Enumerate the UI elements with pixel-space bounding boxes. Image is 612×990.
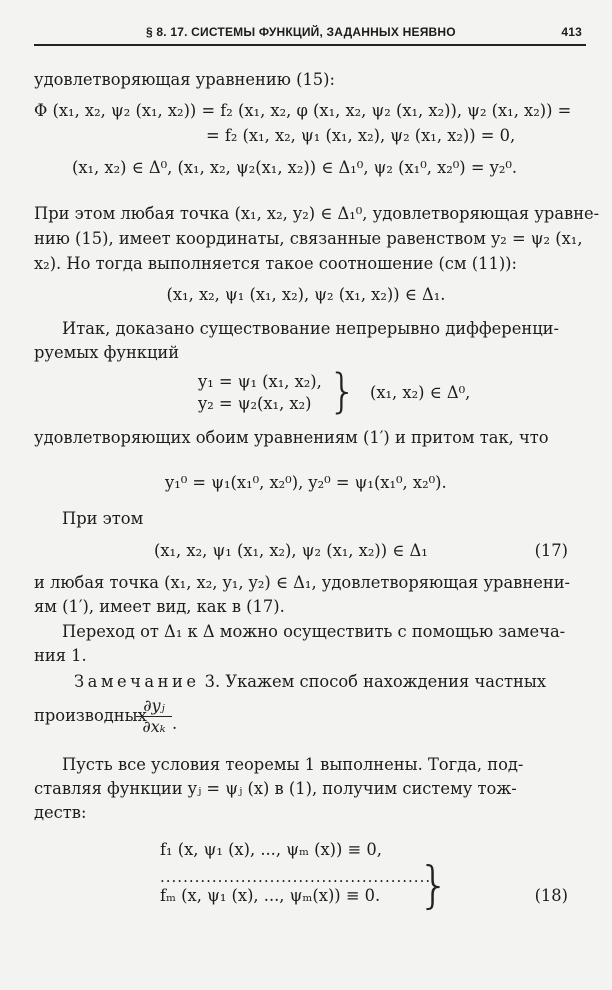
text-line: ставляя функции yⱼ = ψⱼ (x) в (1), получим систему тож-: [34, 779, 517, 798]
remark-line: [74, 672, 546, 692]
equation-line: fₘ (x, ψ₁ (x), ..., ψₘ(x)) ≡ 0.: [160, 886, 381, 905]
text-line: При этом: [62, 509, 144, 528]
ellipsis-row: ...............................................: [160, 868, 432, 886]
text-line: и любая точка (x₁, x₂, y₁, y₂) ∈ Δ₁, удовлетворяющая уравнени-: [34, 573, 571, 592]
equation-line: (x₁, x₂, ψ₁ (x₁, x₂), ψ₂ (x₁, x₂)) ∈ Δ₁.: [166, 285, 446, 304]
equation-line: (x₁, x₂) ∈ Δ⁰,: [370, 383, 471, 402]
equation-line: y₂ = ψ₂(x₁, x₂): [198, 394, 312, 413]
equation-number: (17): [534, 541, 568, 560]
equation-line: y₁⁰ = ψ₁(x₁⁰, x₂⁰), y₂⁰ = ψ₁(x₁⁰, x₂⁰).: [165, 473, 447, 492]
equation-number: (18): [534, 886, 568, 905]
equation-line: Φ (x₁, x₂, ψ₂ (x₁, x₂)) = f₂ (x₁, x₂, φ (x₁, x₂, ψ₂ (x₁, x₂)), ψ₂ (x₁, x₂)) =: [34, 101, 572, 120]
period: .: [172, 714, 178, 733]
text-line: При этом любая точка (x₁, x₂, y₂) ∈ Δ₁⁰, удовлетворяющая уравне-: [34, 204, 600, 223]
equation-line: (x₁, x₂) ∈ Δ⁰, (x₁, x₂, ψ₂(x₁, x₂)) ∈ Δ₁⁰, ψ₂ (x₁⁰, x₂⁰) = y₂⁰.: [72, 158, 518, 177]
text-line: производных: [34, 706, 147, 725]
text-line: удовлетворяющая уравнению (15):: [34, 70, 336, 89]
text-line: руемых функций: [34, 343, 180, 362]
text-line: Пусть все условия теоремы 1 выполнены. Тогда, под-: [62, 755, 524, 774]
text-line: ям (1′), имеет вид, как в (17).: [34, 597, 285, 616]
equation-line: f₁ (x, ψ₁ (x), ..., ψₘ (x)) ≡ 0,: [160, 840, 382, 859]
partial-derivative-fraction: [136, 696, 172, 737]
right-brace: }: [418, 856, 450, 914]
text-line: x₂). Но тогда выполняется такое соотношение (см (11)):: [34, 254, 518, 273]
fraction-denominator: ∂xₖ: [142, 717, 166, 736]
text-line: деств:: [34, 803, 87, 822]
text-line: Переход от Δ₁ к Δ можно осуществить с помощью замеча-: [62, 622, 566, 641]
equation-line: (x₁, x₂, ψ₁ (x₁, x₂), ψ₂ (x₁, x₂)) ∈ Δ₁: [154, 541, 428, 560]
text-line: удовлетворяющих обоим уравнениям (1′) и притом так, что: [34, 428, 549, 447]
text-line: Итак, доказано существование непрерывно дифференци-: [62, 319, 560, 338]
remark-text: 3. Укажем способ нахождения частных: [204, 672, 547, 691]
equation-line: = f₂ (x₁, x₂, ψ₁ (x₁, x₂), ψ₂ (x₁, x₂)) = 0,: [206, 126, 516, 145]
fraction-numerator: ∂yⱼ: [136, 696, 172, 717]
running-header: [34, 22, 586, 46]
text-line: ния 1.: [34, 646, 87, 665]
text-line: нию (15), имеет координаты, связанные равенством y₂ = ψ₂ (x₁,: [34, 229, 583, 248]
page-number: 413: [561, 25, 582, 39]
section-title: § 8. 17. СИСТЕМЫ ФУНКЦИЙ, ЗАДАННЫХ НЕЯВНО: [146, 25, 456, 39]
equation-line: y₁ = ψ₁ (x₁, x₂),: [198, 372, 322, 391]
right-brace: }: [328, 364, 358, 418]
remark-label: Замечание: [74, 672, 200, 691]
